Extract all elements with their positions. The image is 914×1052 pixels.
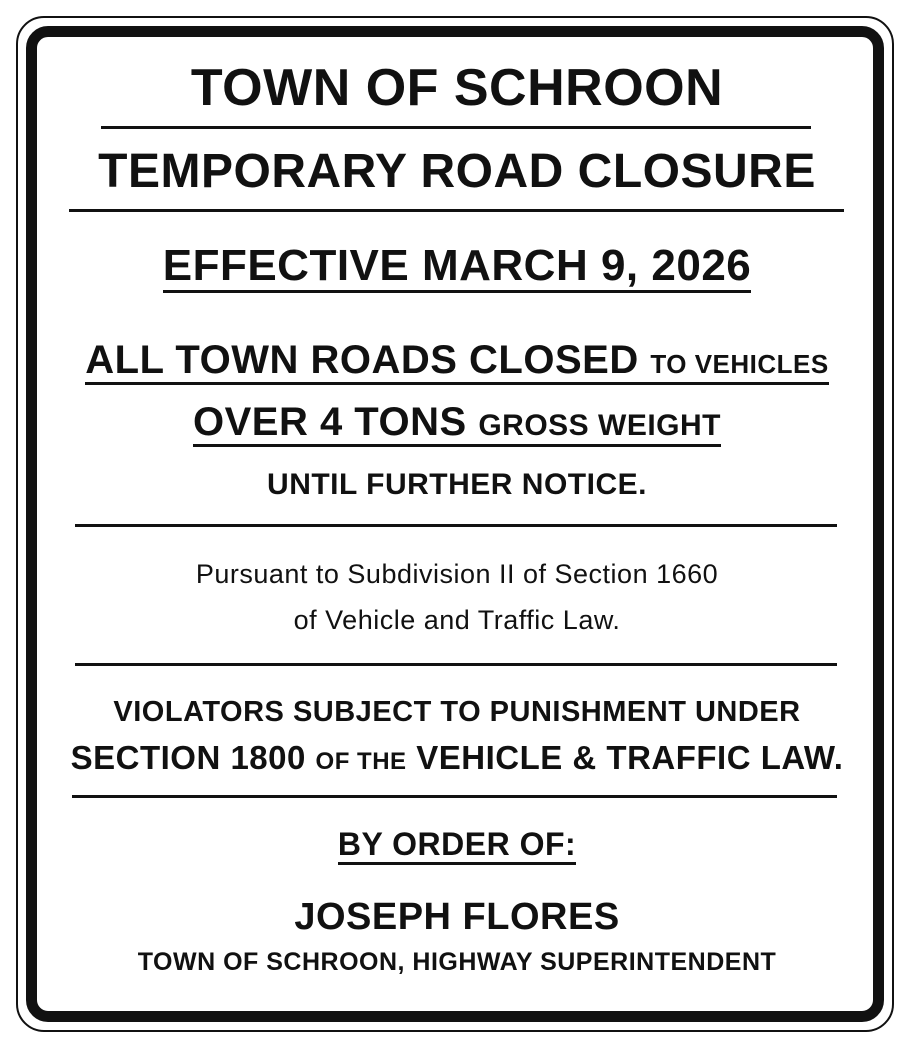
restriction-line-2 [0,402,914,447]
effective-date [0,241,914,293]
restriction-big-1: ALL TOWN ROADS CLOSED [85,338,639,382]
restriction-line-1 [0,340,914,385]
closure-title: TEMPORARY ROAD CLOSURE [98,145,816,198]
penalty-of-the: OF THE [315,748,407,775]
effective-date-text: EFFECTIVE MARCH 9, 2026 [163,244,752,293]
restriction-small-2: GROSS WEIGHT [478,409,722,442]
penalty-line-1: VIOLATORS SUBJECT TO PUNISHMENT UNDER [113,696,801,728]
restriction-line-2-underlined [193,402,721,447]
restriction-line-3: UNTIL FURTHER NOTICE. [267,468,647,501]
restriction-big-2: OVER 4 TONS [192,400,467,444]
town-title: TOWN OF SCHROON [190,59,724,117]
legal-line-2: of Vehicle and Traffic Law. [293,605,621,635]
penalty-section: SECTION 1800 [70,739,306,776]
restriction-line-1-underlined [85,340,828,385]
restriction-small-1: TO VEHICLES [650,349,829,379]
legal-line-1: Pursuant to Subdivision II of Section 1660 [195,559,719,589]
divider-3 [75,524,837,527]
order-label-text: BY ORDER OF: [338,828,576,865]
divider-1 [101,126,811,129]
official-title: TOWN OF SCHROON, HIGHWAY SUPERINTENDENT [137,948,777,976]
order-label [0,828,914,865]
penalty-line-2 [0,741,914,774]
official-name: JOSEPH FLORES [294,896,620,938]
divider-4 [75,663,837,666]
divider-2 [69,209,844,212]
divider-5 [72,795,837,798]
penalty-law: VEHICLE & TRAFFIC LAW. [416,739,844,776]
